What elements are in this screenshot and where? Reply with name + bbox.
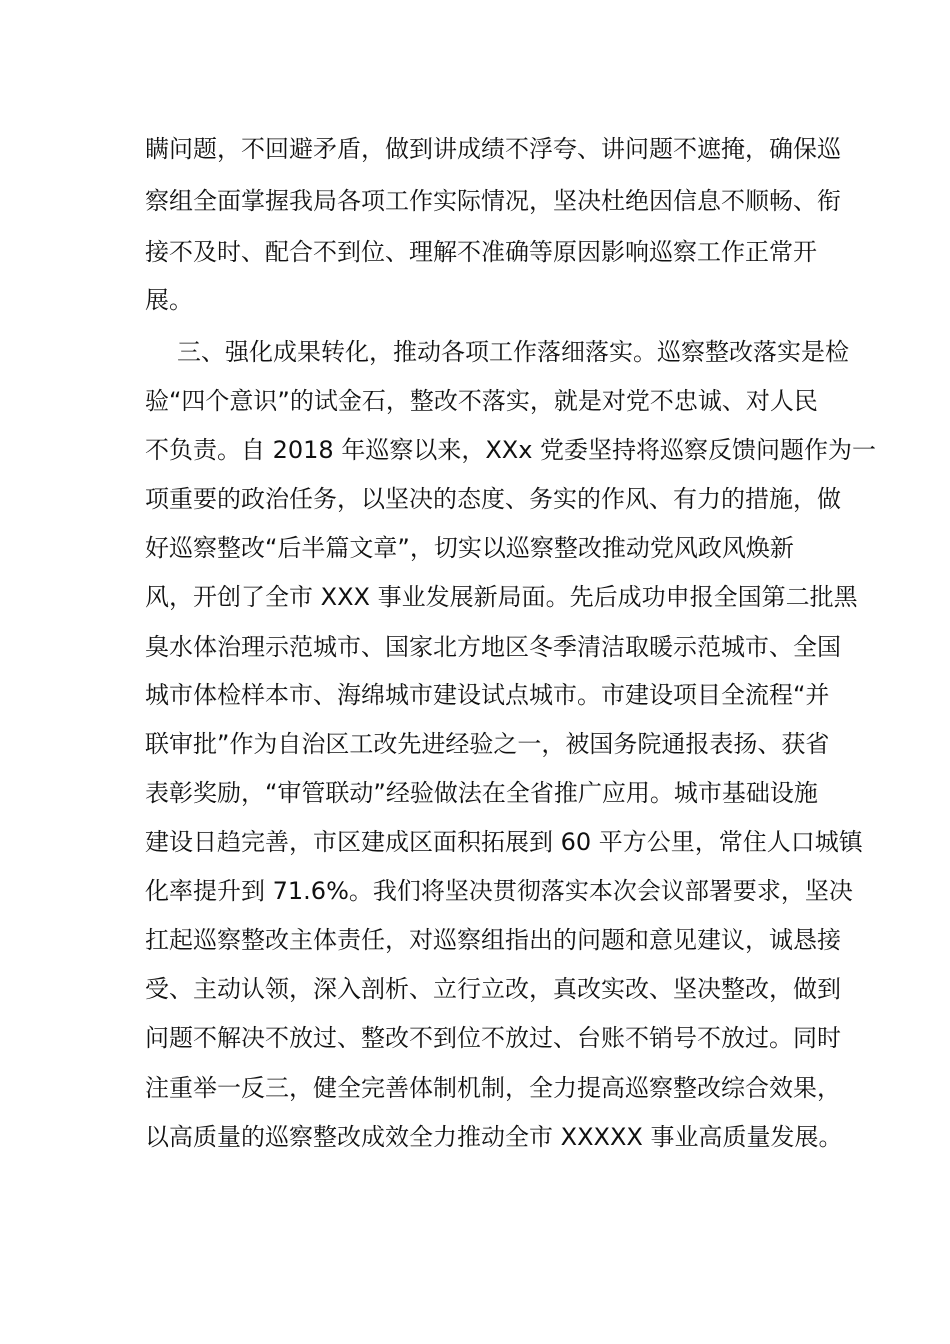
- text-line: 瞒问题，不回避矛盾，做到讲成绩不浮夸、讲问题不遮掩，确保巡: [145, 135, 841, 163]
- text-line: 臭水体治理示范城市、国家北方地区冬季清洁取暖示范城市、全国: [145, 633, 841, 661]
- text-line: 察组全面掌握我局各项工作实际情况，坚决杜绝因信息不顺畅、衔: [145, 187, 841, 215]
- text-line: 问题不解决不放过、整改不到位不放过、台账不销号不放过。同时: [145, 1024, 841, 1052]
- text-line: 注重举一反三，健全完善体制机制，全力提高巡察整改综合效果，: [145, 1074, 841, 1102]
- paragraph-first-line: 三、强化成果转化，推动各项工作落细落实。巡察整改落实是检: [177, 338, 849, 366]
- text-line: 以高质量的巡察整改成效全力推动全市 XXXXX 事业高质量发展。: [145, 1123, 843, 1151]
- text-line: 展。: [145, 286, 193, 314]
- text-line: 扛起巡察整改主体责任，对巡察组指出的问题和意见建议，诚恳接: [145, 926, 841, 954]
- text-line: 风，开创了全市 XXX 事业发展新局面。先后成功申报全国第二批黑: [145, 583, 858, 611]
- text-line: 表彰奖励，“审管联动”经验做法在全省推广应用。城市基础设施: [145, 779, 818, 807]
- text-line: 项重要的政治任务，以坚决的态度、务实的作风、有力的措施，做: [145, 485, 841, 513]
- text-line: 建设日趋完善，市区建成区面积拓展到 60 平方公里，常住人口城镇: [145, 828, 863, 856]
- text-line: 城市体检样本市、海绵城市建设试点城市。市建设项目全流程“并: [145, 681, 830, 709]
- text-line: 验“四个意识”的试金石，整改不落实，就是对党不忠诚、对人民: [145, 387, 818, 415]
- text-line: 不负责。自 2018 年巡察以来，XXx 党委坚持将巡察反馈问题作为一: [145, 436, 877, 464]
- text-line: 接不及时、配合不到位、理解不准确等原因影响巡察工作正常开: [145, 238, 817, 266]
- text-line: 化率提升到 71.6%。我们将坚决贯彻落实本次会议部署要求，坚决: [145, 877, 853, 905]
- text-line: 好巡察整改“后半篇文章”，切实以巡察整改推动党风政风焕新: [145, 534, 794, 562]
- text-line: 受、主动认领，深入剖析、立行立改，真改实改、坚决整改，做到: [145, 975, 841, 1003]
- text-line: 联审批”作为自治区工改先进经验之一，被国务院通报表扬、获省: [145, 730, 830, 758]
